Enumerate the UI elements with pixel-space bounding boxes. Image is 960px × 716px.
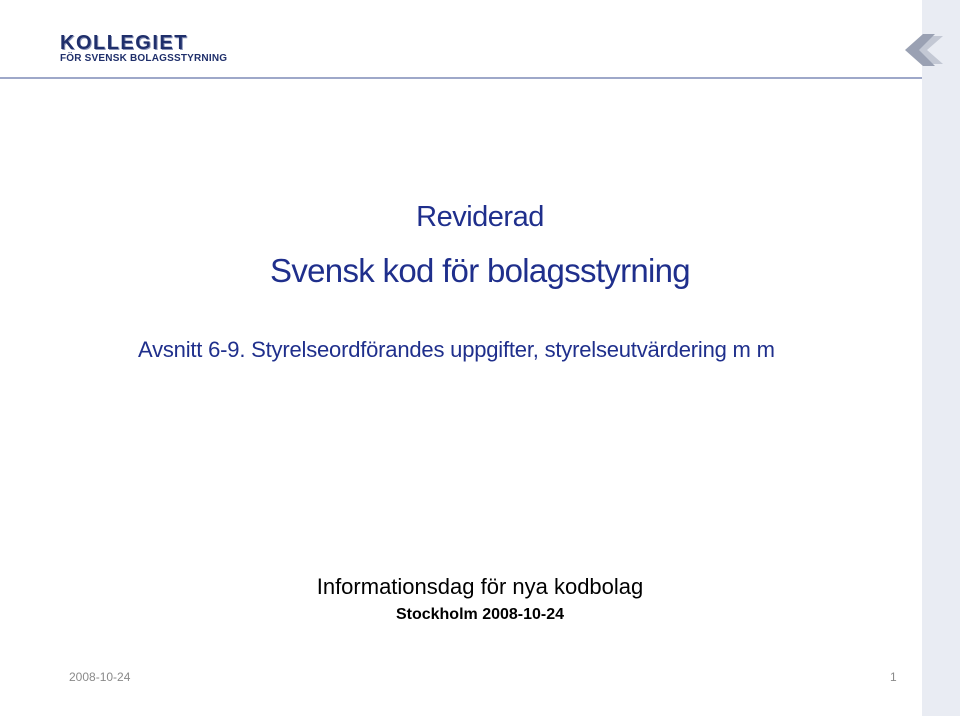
logo-main-text: KOLLEGIET <box>60 32 188 54</box>
slide-title-line-1: Reviderad <box>416 201 544 233</box>
slide-subtitle: Avsnitt 6-9. Styrelseordförandes uppgifter, styrelseutvärdering m m <box>138 337 775 362</box>
header-divider <box>0 77 922 79</box>
page-number: 1 <box>890 670 897 684</box>
footer-date: 2008-10-24 <box>69 670 131 684</box>
slide-title-line-2: Svensk kod för bolagsstyrning <box>270 252 690 289</box>
event-location-date: Stockholm 2008-10-24 <box>395 606 565 623</box>
event-name: Informationsdag för nya kodbolag <box>316 574 644 599</box>
logo-sub-text: FÖR SVENSK BOLAGSSTYRNING <box>60 53 228 64</box>
logo <box>60 32 230 72</box>
back-chevron-icon[interactable] <box>903 30 947 70</box>
